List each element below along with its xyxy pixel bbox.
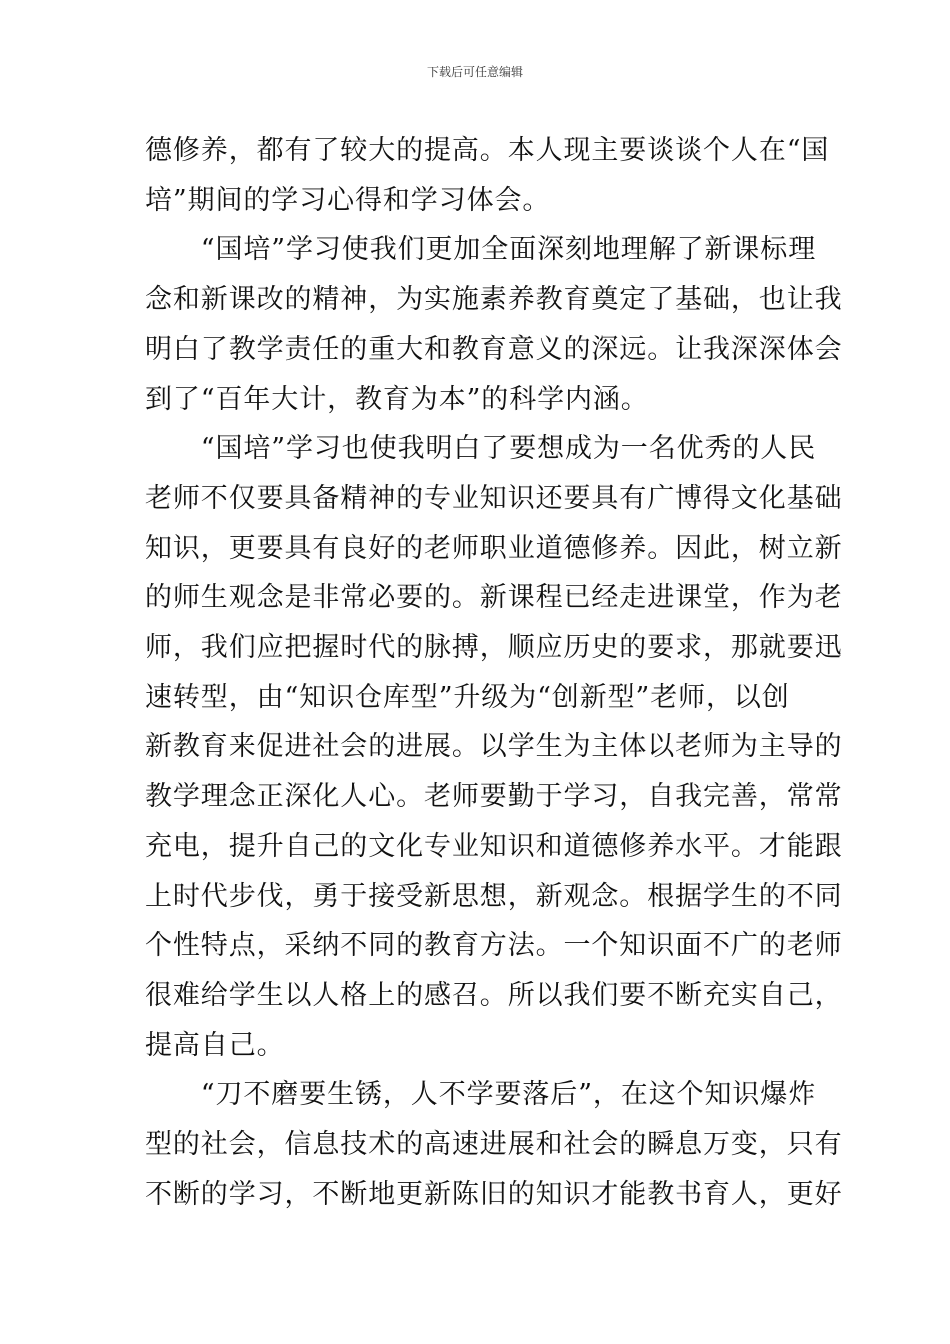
text-line: 教学理念正深化人心。老师要勤于学习，自我完善，常常 <box>145 781 843 812</box>
text-line: “国培”学习也使我明白了要想成为一名优秀的人民 <box>145 433 817 464</box>
text-line: 德修养，都有了较大的提高。本人现主要谈谈个人在“国 <box>145 135 830 166</box>
text-line: 老师不仅要具备精神的专业知识还要具有广博得文化基础 <box>145 483 843 514</box>
text-line: 培”期间的学习心得和学习体会。 <box>145 185 551 216</box>
page-header: 下载后可任意编辑 <box>426 65 523 79</box>
text-line: 的师生观念是非常必要的。新课程已经走进课堂，作为老 <box>145 582 843 613</box>
text-line: 到了“百年大计，教育为本”的科学内涵。 <box>145 384 649 415</box>
text-line: 不断的学习，不断地更新陈旧的知识才能教书育人，更好 <box>145 1179 843 1210</box>
text-line: 个性特点，采纳不同的教育方法。一个知识面不广的老师 <box>145 930 843 961</box>
text-line: 知识，更要具有良好的老师职业道德修养。因此，树立新 <box>145 533 843 564</box>
text-line: “刀不磨要生锈，人不学要落后”，在这个知识爆炸 <box>145 1079 817 1110</box>
text-line: 师，我们应把握时代的脉搏，顺应历史的要求，那就要迅 <box>145 632 843 663</box>
text-line: 提高自己。 <box>145 1030 285 1061</box>
text-line: 型的社会，信息技术的高速进展和社会的瞬息万变，只有 <box>145 1129 843 1160</box>
text-line: 念和新课改的精神，为实施素养教育奠定了基础，也让我 <box>145 284 843 315</box>
text-line: 明白了教学责任的重大和教育意义的深远。让我深深体会 <box>145 334 843 365</box>
text-line: 上时代步伐，勇于接受新思想，新观念。根据学生的不同 <box>145 881 843 912</box>
text-line: 新教育来促进社会的进展。以学生为主体以老师为主导的 <box>145 731 843 762</box>
text-line: “国培”学习使我们更加全面深刻地理解了新课标理 <box>145 234 817 265</box>
text-line: 速转型，由“知识仓库型”升级为“创新型”老师，以创 <box>145 682 790 713</box>
text-line: 很难给学生以人格上的感召。所以我们要不断充实自己， <box>145 980 843 1011</box>
text-line: 充电，提升自己的文化专业知识和道德修养水平。才能跟 <box>145 831 843 862</box>
